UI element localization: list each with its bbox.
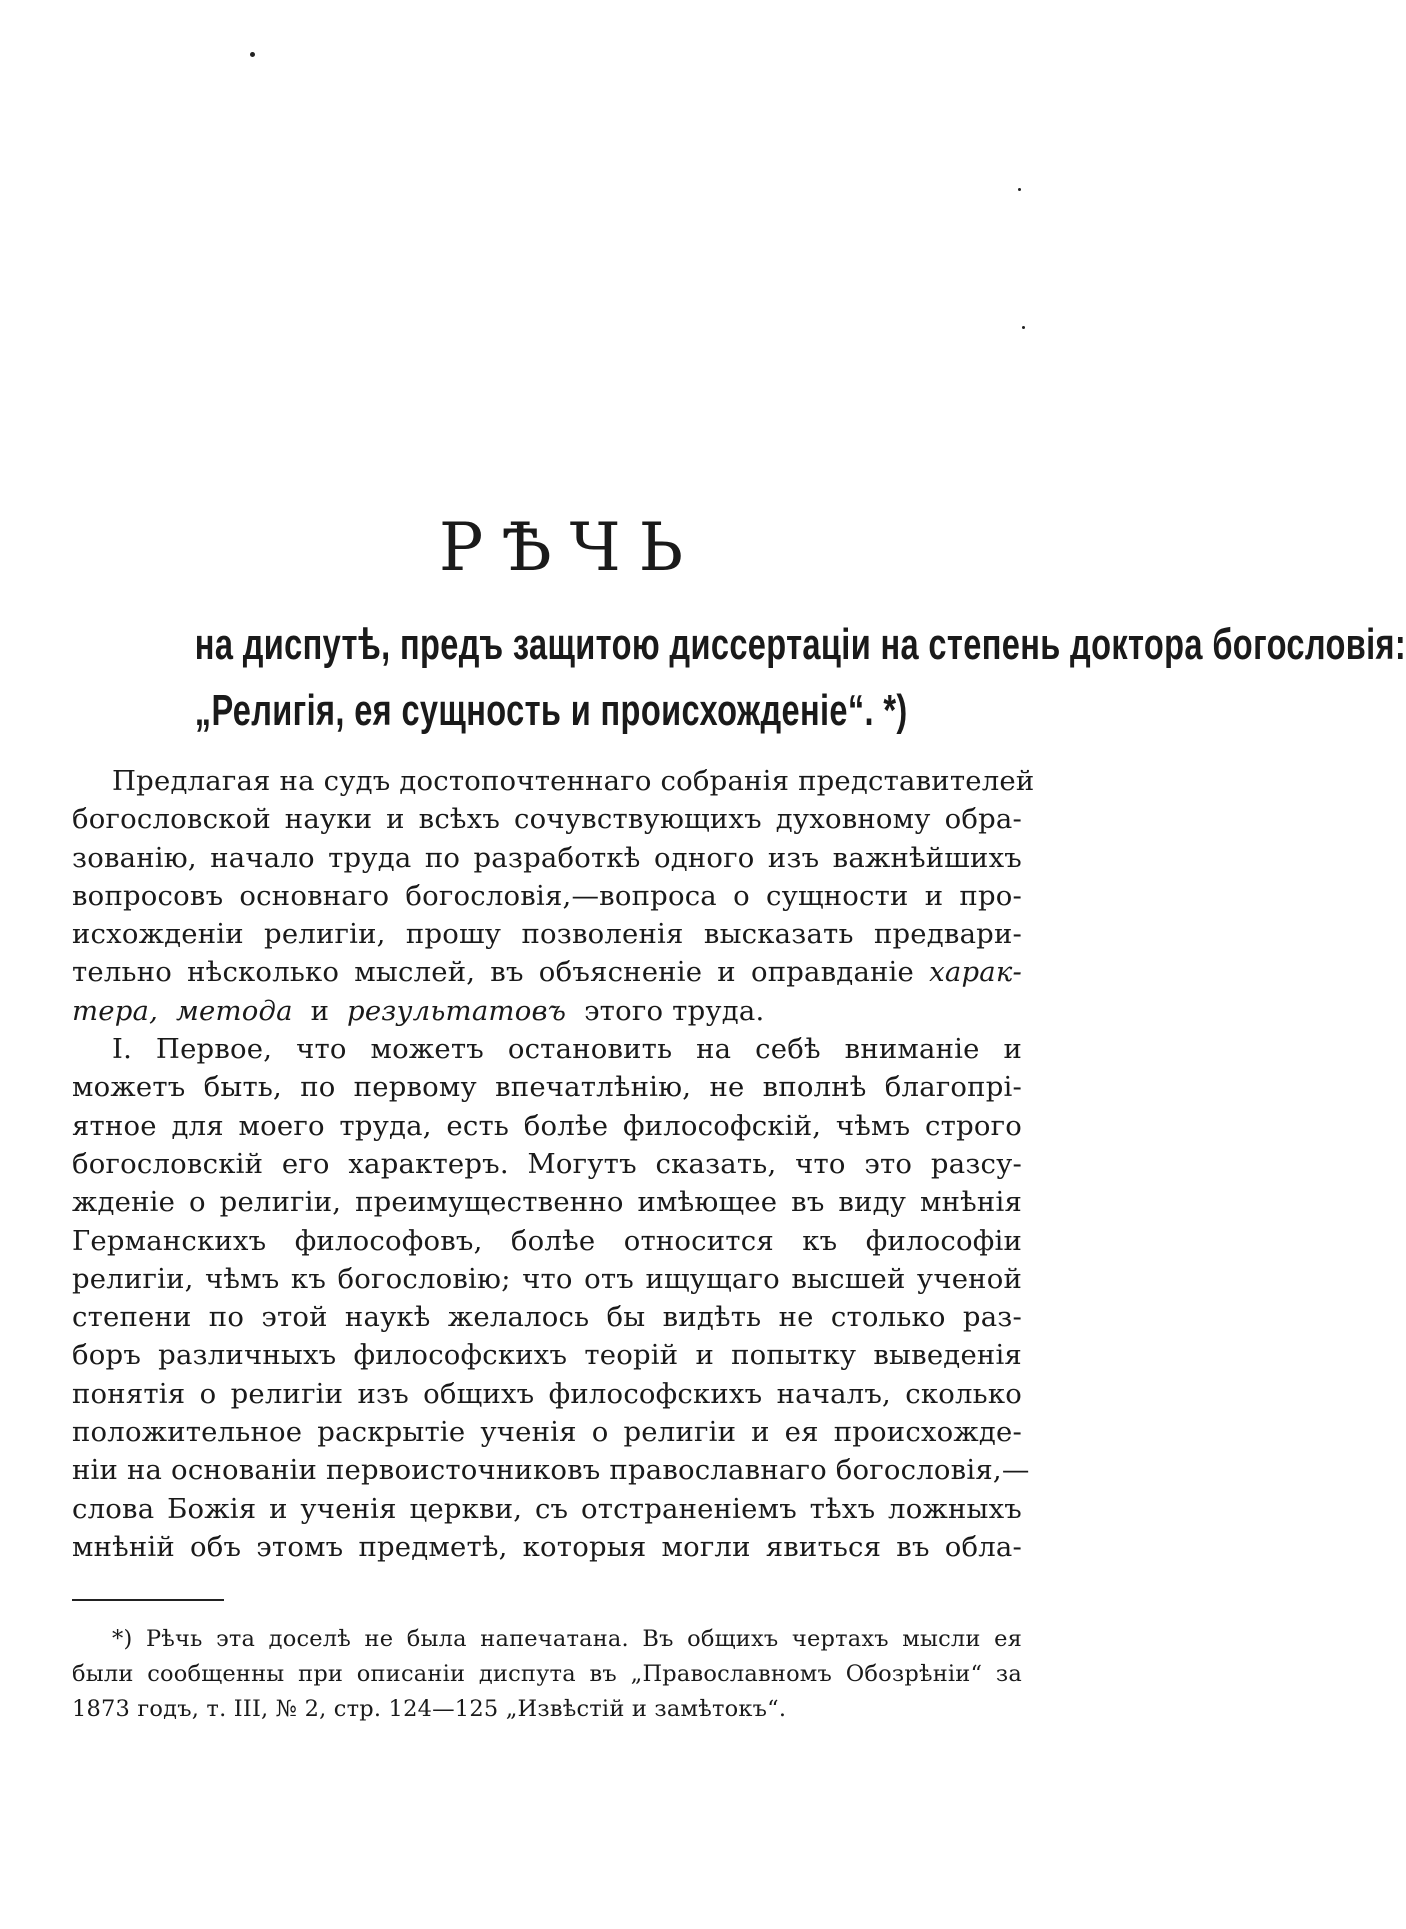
text-segment: тельно нѣсколько мыслей, въ объясненіе и оправданіе	[72, 956, 915, 989]
text-line: ніи на основаніи первоисточниковъ православнаго богословія,—	[72, 1454, 1030, 1487]
text-line: зованію, начало труда по разработкѣ одного изъ важнѣйшихъ	[72, 841, 1022, 874]
text-line: мнѣній объ этомъ предметѣ, которыя могли явиться въ обла-	[72, 1530, 1022, 1563]
text-line	[72, 992, 1022, 1030]
italic-term: харак-	[929, 956, 1022, 989]
text-line	[72, 953, 1022, 991]
footnote-line: 1873 годъ, т. III, № 2, стр. 124—125 „Извѣстій и замѣтокъ“.	[72, 1696, 787, 1722]
italic-term: результатовъ	[347, 994, 567, 1027]
footnote	[72, 1622, 1022, 1727]
text-line: Германскихъ философовъ, болѣе относится къ философіи	[72, 1224, 1022, 1257]
footnote-line: были сообщенны при описаніи диспута въ „Православномъ Обозрѣніи“ за	[72, 1661, 1022, 1687]
text-line: понятія о религіи изъ общихъ философскихъ началъ, сколько	[72, 1377, 1022, 1410]
text-line: ятное для моего труда, есть болѣе философскій, чѣмъ строго	[72, 1109, 1022, 1142]
text-line: исхожденіи религіи, прошу позволенія высказать предвари-	[72, 918, 1022, 951]
text-line: Предлагая на судъ достопочтеннаго собранія представителей	[112, 765, 1035, 797]
text-line: богословской науки и всѣхъ сочувствующихъ духовному обра-	[72, 803, 1022, 836]
text-line: степени по этой наукѣ желалось бы видѣть не столько раз-	[72, 1301, 1022, 1334]
text-line: вопросовъ основнаго богословія,—вопроса о сущности и про-	[72, 879, 1022, 912]
ink-speck	[1018, 188, 1021, 191]
ink-speck	[1022, 326, 1025, 329]
text-line: боръ различныхъ философскихъ теорій и попытку выведенія	[72, 1339, 1022, 1372]
text-line: богословскій его характеръ. Могутъ сказать, что это разсу-	[72, 1147, 1022, 1180]
text-line: жденіе о религіи, преимущественно имѣющее въ виду мнѣнія	[72, 1186, 1022, 1219]
ink-speck	[250, 52, 255, 57]
subtitle-line: „Религія, ея сущность и происхожденіе“. *)	[194, 686, 908, 735]
text-segment: этого труда.	[584, 994, 765, 1027]
italic-term: метода	[175, 994, 293, 1027]
text-line: положительное раскрытіе ученія о религіи и ея происхожде-	[72, 1416, 1022, 1449]
footnote-divider	[72, 1599, 224, 1601]
subtitle-line: на диспутѣ, предъ защитою диссертаціи на степень доктора богословія:	[194, 620, 1406, 669]
main-text	[72, 762, 1035, 1566]
page-title: РѢЧЬ	[438, 509, 702, 586]
text-line: I. Первое, что можетъ остановить на себѣ вниманіе и	[112, 1033, 1022, 1066]
text-line: слова Божія и ученія церкви, съ отстраненіемъ тѣхъ ложныхъ	[72, 1492, 1022, 1525]
footnote-line: *) Рѣчь эта доселѣ не была напечатана. Въ общихъ чертахъ мысли ея	[112, 1626, 1022, 1652]
text-line: религіи, чѣмъ къ богословію; что отъ ищущаго высшей ученой	[72, 1262, 1022, 1295]
text-segment: и	[310, 994, 330, 1027]
italic-term: тера,	[72, 994, 159, 1027]
text-line: можетъ быть, по первому впечатлѣнію, не вполнѣ благопрі-	[72, 1071, 1022, 1104]
subtitle	[194, 612, 1406, 744]
